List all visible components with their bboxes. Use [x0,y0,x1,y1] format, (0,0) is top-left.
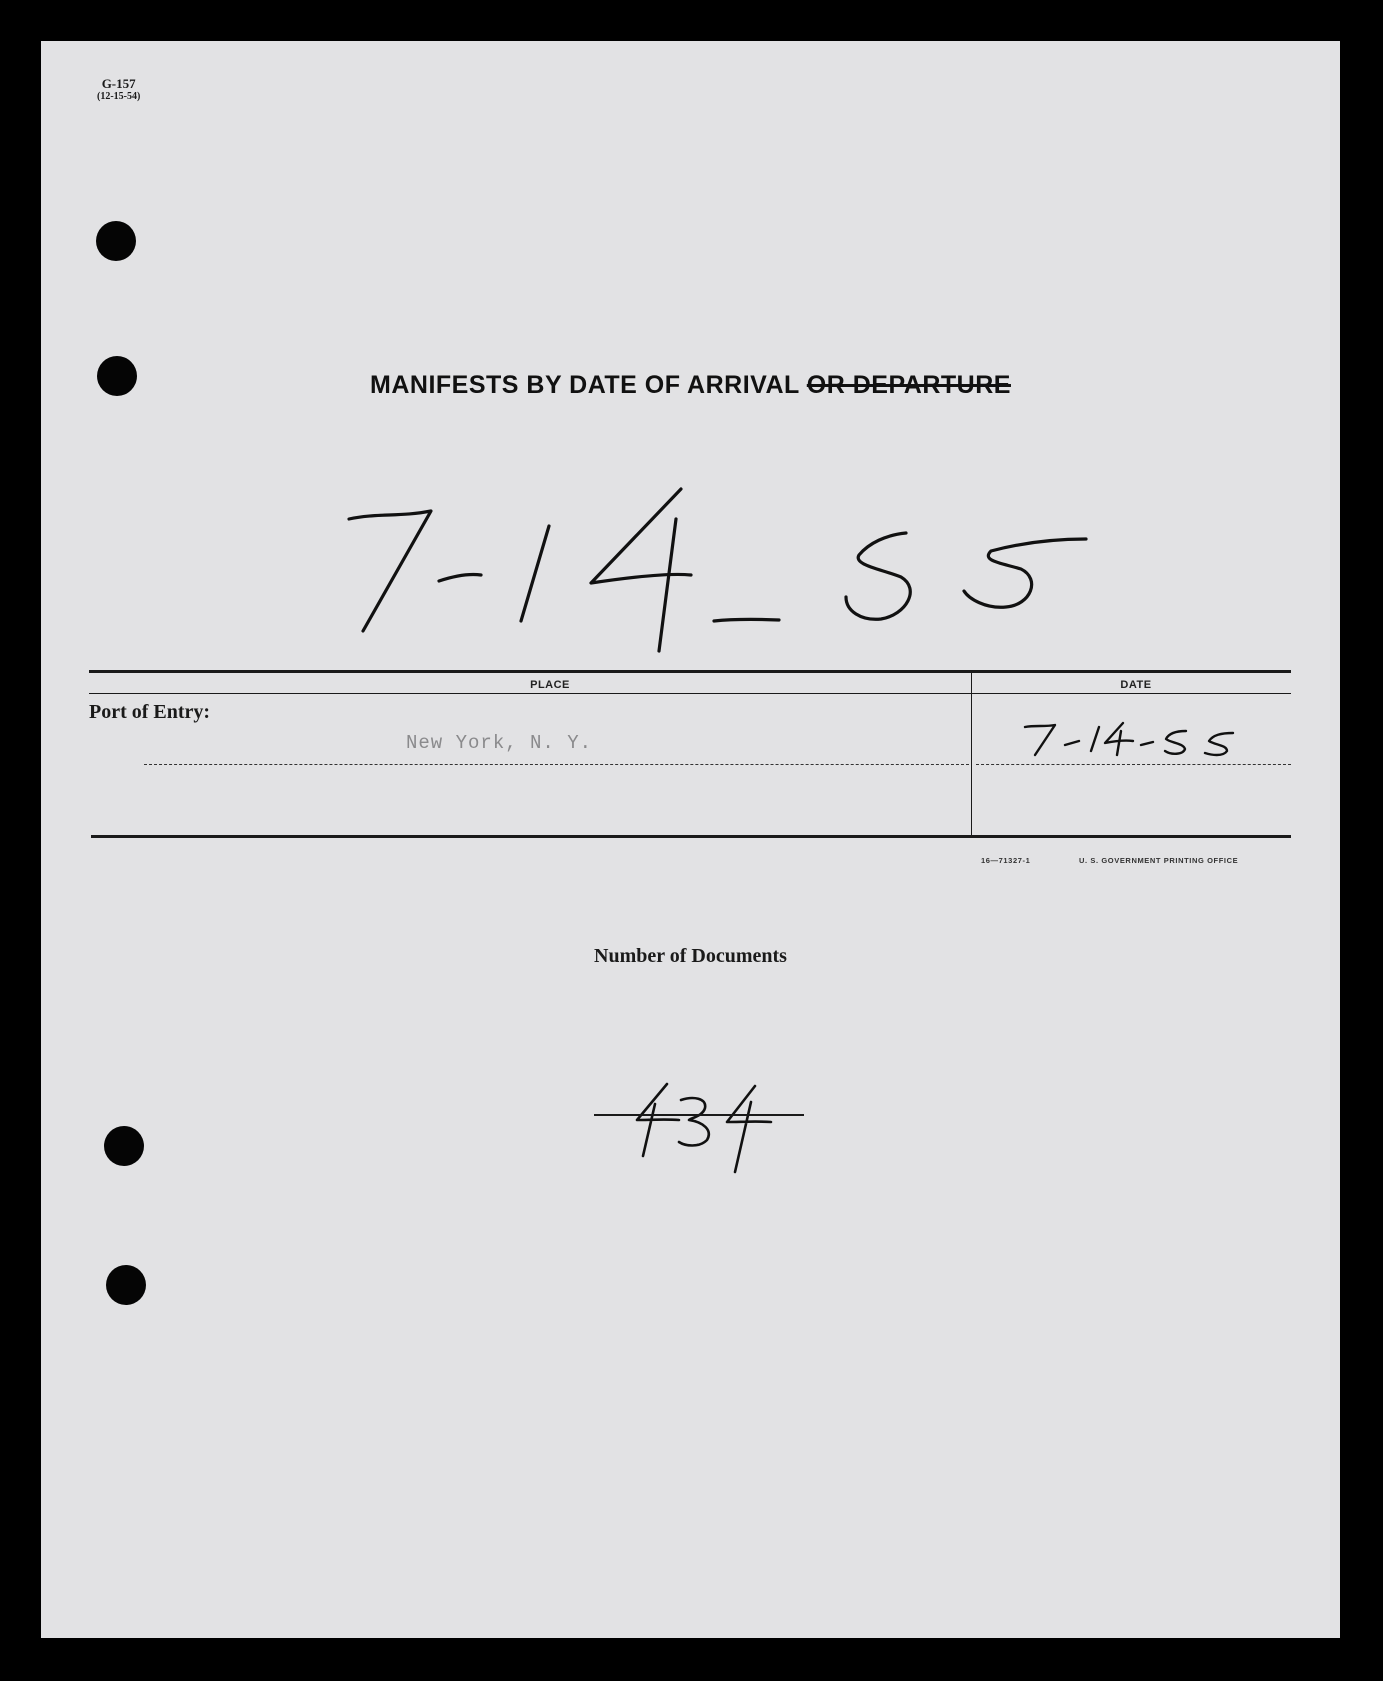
table-column-divider [971,670,972,836]
form-number [97,77,140,103]
date-column-header: DATE [1120,679,1152,691]
handwritten-date [341,481,1141,671]
manifest-cover-sheet [41,41,1340,1638]
punch-hole-4 [106,1265,146,1305]
title-main: MANIFESTS BY DATE OF ARRIVAL [370,371,800,399]
punch-hole-1 [96,221,136,261]
place-entry-line [144,764,969,765]
form-number-code: G-157 [101,76,136,91]
table-header-rule [89,693,1291,694]
page-title [41,371,1340,400]
handwritten-document-count [589,1076,849,1176]
number-of-documents-label: Number of Documents [594,945,787,967]
date-entry-line [976,764,1291,765]
port-of-entry-label: Port of Entry: [89,701,211,723]
handwritten-table-date [1021,713,1261,763]
printer-code: 16—71327-1 [981,856,1031,865]
title-struck-text: OR DEPARTURE [806,371,1011,399]
punch-hole-3 [104,1126,144,1166]
document-count-underline [594,1114,804,1116]
place-column-header: PLACE [530,679,570,691]
port-of-entry-value: New York, N. Y. [406,732,593,754]
form-revision-date: (12-15-54) [97,91,141,102]
table-bottom-rule [91,835,1291,838]
printing-office: U. S. GOVERNMENT PRINTING OFFICE [1079,856,1239,865]
table-top-rule [89,670,1291,673]
